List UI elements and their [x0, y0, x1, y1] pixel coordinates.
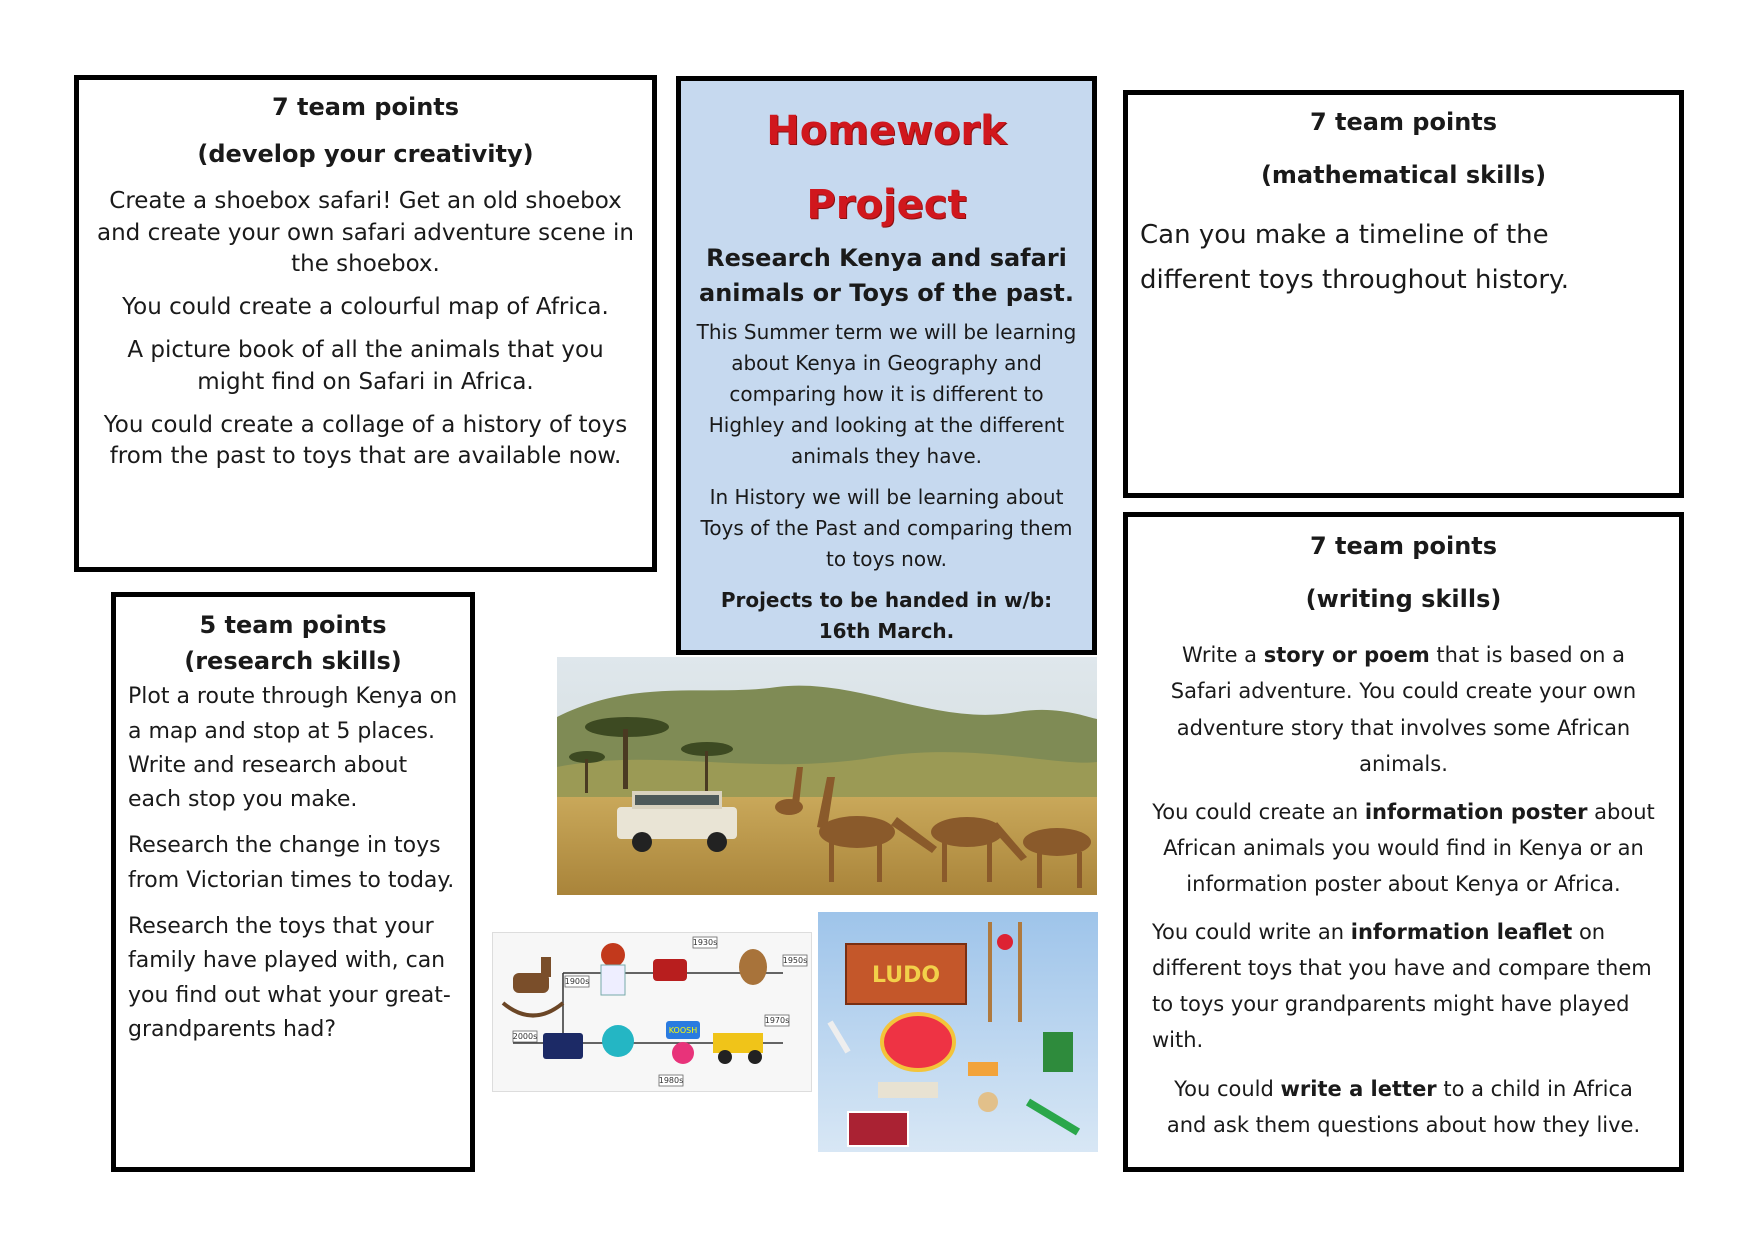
writing-text-4 [1152, 1071, 1655, 1143]
timeline-label-2000s: 2000s [512, 1032, 538, 1041]
writing-text-1-a: Write a [1182, 643, 1264, 668]
timeline-label-1930s: 1930s [692, 938, 718, 947]
writing-card [1123, 512, 1684, 1172]
timeline-label-1900s: 1900s [564, 977, 590, 986]
toy-timeline-graphic [493, 933, 811, 1091]
title-text-2: In History we will be learning about Toys of the Past and comparing them to toys now. [700, 484, 1073, 571]
writing-text-4-a: You could [1174, 1076, 1281, 1101]
creativity-text-3: A picture book of all the animals that you might find on Safari in Africa. [127, 337, 604, 395]
writing-text-1-c: that is based on a Safari adventure. You could create your own adventure story that involves some African animals. [1170, 643, 1637, 776]
title-subtitle: Research Kenya and safari animals or Toys of the past. [699, 244, 1074, 307]
traditional-toys-photo [818, 912, 1098, 1152]
writing-text-3-c: on different toys that you have and compare them to toys your grandparents might have played with. [1152, 920, 1652, 1053]
toys-scene-graphic [818, 912, 1098, 1152]
research-skill: (research skills) [184, 646, 402, 675]
title-line-1: Homework [766, 108, 1007, 154]
math-text: Can you make a timeline of the different toys throughout history. [1140, 220, 1569, 295]
writing-text-4-c: to a child in Africa and ask them questions about how they live. [1166, 1076, 1641, 1137]
creativity-card [74, 75, 657, 572]
math-skill: (mathematical skills) [1260, 161, 1547, 190]
writing-text-1-bold: story or poem [1263, 643, 1430, 668]
writing-text-3-a: You could write an [1152, 920, 1351, 945]
title-due-date: Projects to be handed in w/b: 16th March. [720, 587, 1053, 643]
timeline-label-1970s: 1970s [764, 1016, 790, 1025]
creativity-skill: (develop your creativity) [197, 140, 534, 169]
safari-photo [557, 657, 1097, 895]
writing-text-3 [1152, 914, 1655, 1058]
creativity-text-1: Create a shoebox safari! Get an old shoebox and create your own safari adventure scene in the shoebox. [97, 188, 634, 277]
research-text-3: Research the toys that your family have played with, can you find out what your great-grandparents had? [128, 914, 451, 1042]
writing-text-1 [1152, 637, 1655, 781]
research-text-2: Research the change in toys from Victorian times to today. [128, 833, 455, 893]
safari-scene-icon [557, 657, 1097, 895]
writing-text-3-bold: information leaflet [1350, 920, 1573, 945]
writing-text-2 [1152, 794, 1655, 902]
writing-text-2-bold: information poster [1364, 799, 1588, 824]
timeline-label-1950s: 1950s [782, 956, 808, 965]
math-card [1123, 90, 1684, 498]
writing-skill: (writing skills) [1305, 585, 1502, 614]
creativity-text-2: You could create a colourful map of Africa. [122, 294, 609, 321]
writing-text-2-a: You could create an [1152, 799, 1365, 824]
writing-text-2-c: about African animals you would find in Kenya or an information poster about Kenya or Africa. [1163, 799, 1655, 897]
math-points: 7 team points [1309, 108, 1498, 136]
creativity-text-4: You could create a collage of a history of toys from the past to toys that are available now. [103, 411, 628, 470]
research-points: 5 team points [199, 611, 387, 639]
timeline-label-1980s: 1980s [658, 1076, 684, 1085]
writing-points: 7 team points [1309, 532, 1498, 560]
ludo-label: LUDO [871, 963, 941, 988]
creativity-points: 7 team points [271, 93, 460, 121]
writing-text-4-bold: write a letter [1280, 1076, 1437, 1101]
title-line-2: Project [806, 182, 967, 228]
title-text-1: This Summer term we will be learning about Kenya in Geography and comparing how it is different to Highley and looking at the different animals they have. [696, 319, 1077, 468]
koosh-label: KOOSH [668, 1026, 698, 1035]
research-card [111, 592, 475, 1172]
toy-timeline-photo [492, 932, 812, 1092]
homework-title-card [676, 76, 1097, 655]
research-text-1: Plot a route through Kenya on a map and stop at 5 places. Write and research about each stop you make. [128, 684, 458, 813]
